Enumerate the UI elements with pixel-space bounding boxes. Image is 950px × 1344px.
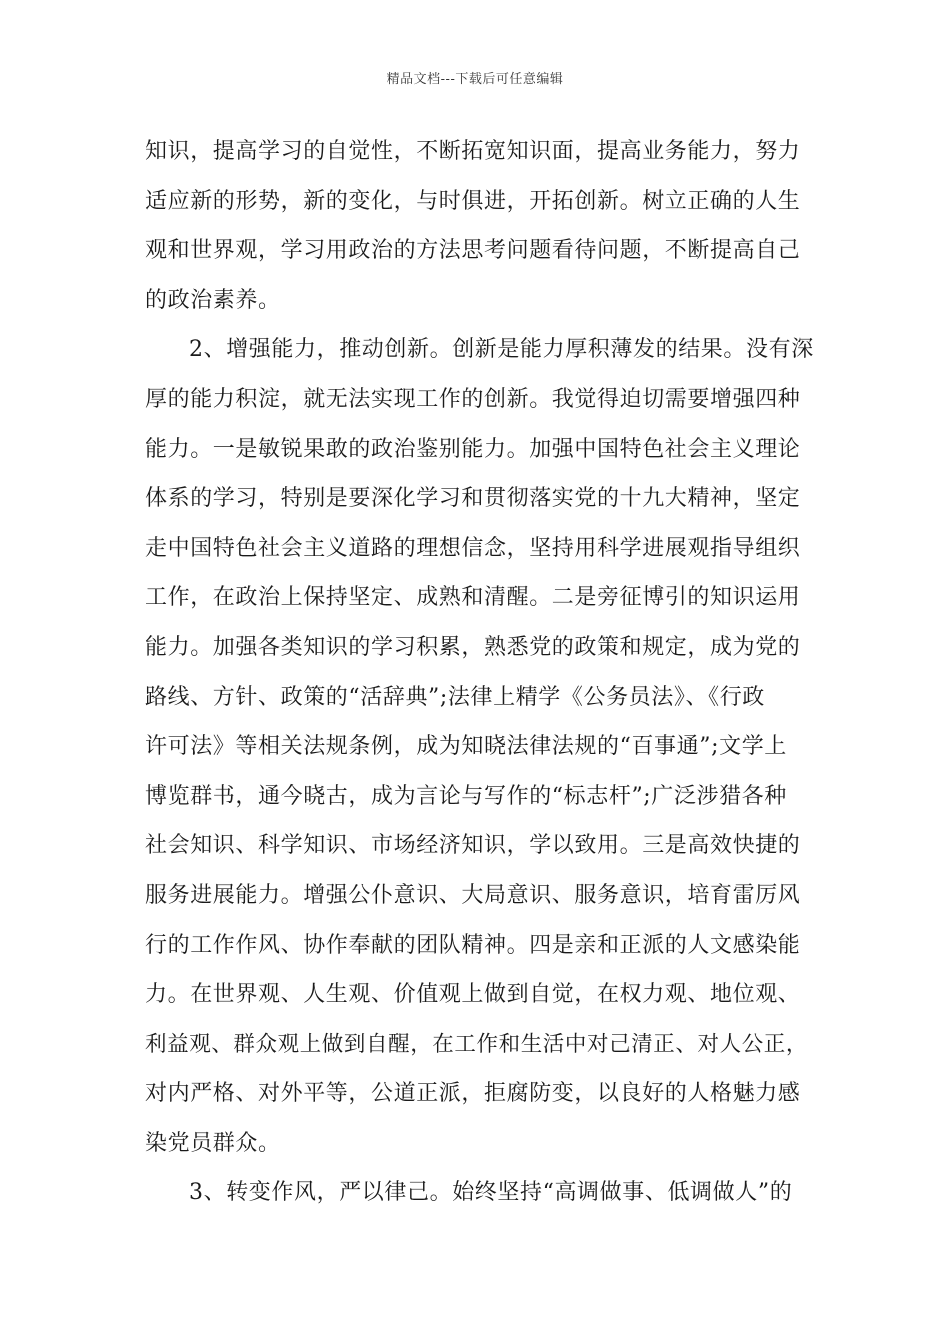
text-line: 博览群书，通今晓古，成为言论与写作的“标志杆”;广泛涉猎各种 (145, 783, 787, 809)
text-line: 对内严格、对外平等，公道正派，拒腐防变，以良好的人格魅力感 (145, 1081, 801, 1107)
text-line: 利益观、群众观上做到自醒，在工作和生活中对己清正、对人公正， (145, 1031, 809, 1057)
text-line: 体系的学习，特别是要深化学习和贯彻落实党的十九大精神，坚定 (145, 486, 801, 512)
text-line: 能力。加强各类知识的学习积累，熟悉党的政策和规定，成为党的 (145, 634, 801, 660)
text-line: 力。在世界观、人生观、价值观上做到自觉，在权力观、地位观、 (145, 982, 801, 1008)
text-line: 行的工作作风、协作奉献的团队精神。四是亲和正派的人文感染能 (145, 932, 801, 958)
text-line: 知识，提高学习的自觉性，不断拓宽知识面，提高业务能力，努力 (145, 139, 801, 164)
page-header: 精品文档---下载后可任意编辑 (386, 72, 564, 87)
text-line: 能力。一是敏锐果敢的政治鉴别能力。加强中国特色社会主义理论 (145, 436, 801, 462)
paragraph-start-line: 3、转变作风，严以律己。始终坚持“高调做事、低调做人”的 (189, 1180, 793, 1206)
text-line: 社会知识、科学知识、市场经济知识，学以致用。三是高效快捷的 (145, 833, 801, 859)
text-line: 适应新的形势，新的变化，与时俱进，开拓创新。树立正确的人生 (145, 188, 801, 214)
paragraph-start-line: 2、增强能力，推动创新。创新是能力厚积薄发的结果。没有深 (189, 337, 814, 363)
text-line: 工作，在政治上保持坚定、成熟和清醒。二是旁征博引的知识运用 (145, 585, 801, 611)
text-line: 服务进展能力。增强公仆意识、大局意识、服务意识，培育雷厉风 (145, 882, 801, 908)
text-line: 染党员群众。 (145, 1130, 281, 1156)
text-line: 的政治素养。 (145, 287, 281, 313)
text-line: 厚的能力积淀，就无法实现工作的创新。我觉得迫切需要增强四种 (145, 386, 801, 412)
text-line: 路线、方针、政策的“活辞典”;法律上精学《公务员法》、《行政 (145, 684, 765, 710)
document-body (145, 127, 815, 1218)
text-line: 观和世界观，学习用政治的方法思考问题看待问题，不断提高自己 (145, 238, 801, 264)
text-line: 走中国特色社会主义道路的理想信念，坚持用科学进展观指导组织 (145, 535, 801, 561)
text-line: 许可法》等相关法规条例，成为知晓法律法规的“百事通”;文学上 (145, 734, 787, 760)
